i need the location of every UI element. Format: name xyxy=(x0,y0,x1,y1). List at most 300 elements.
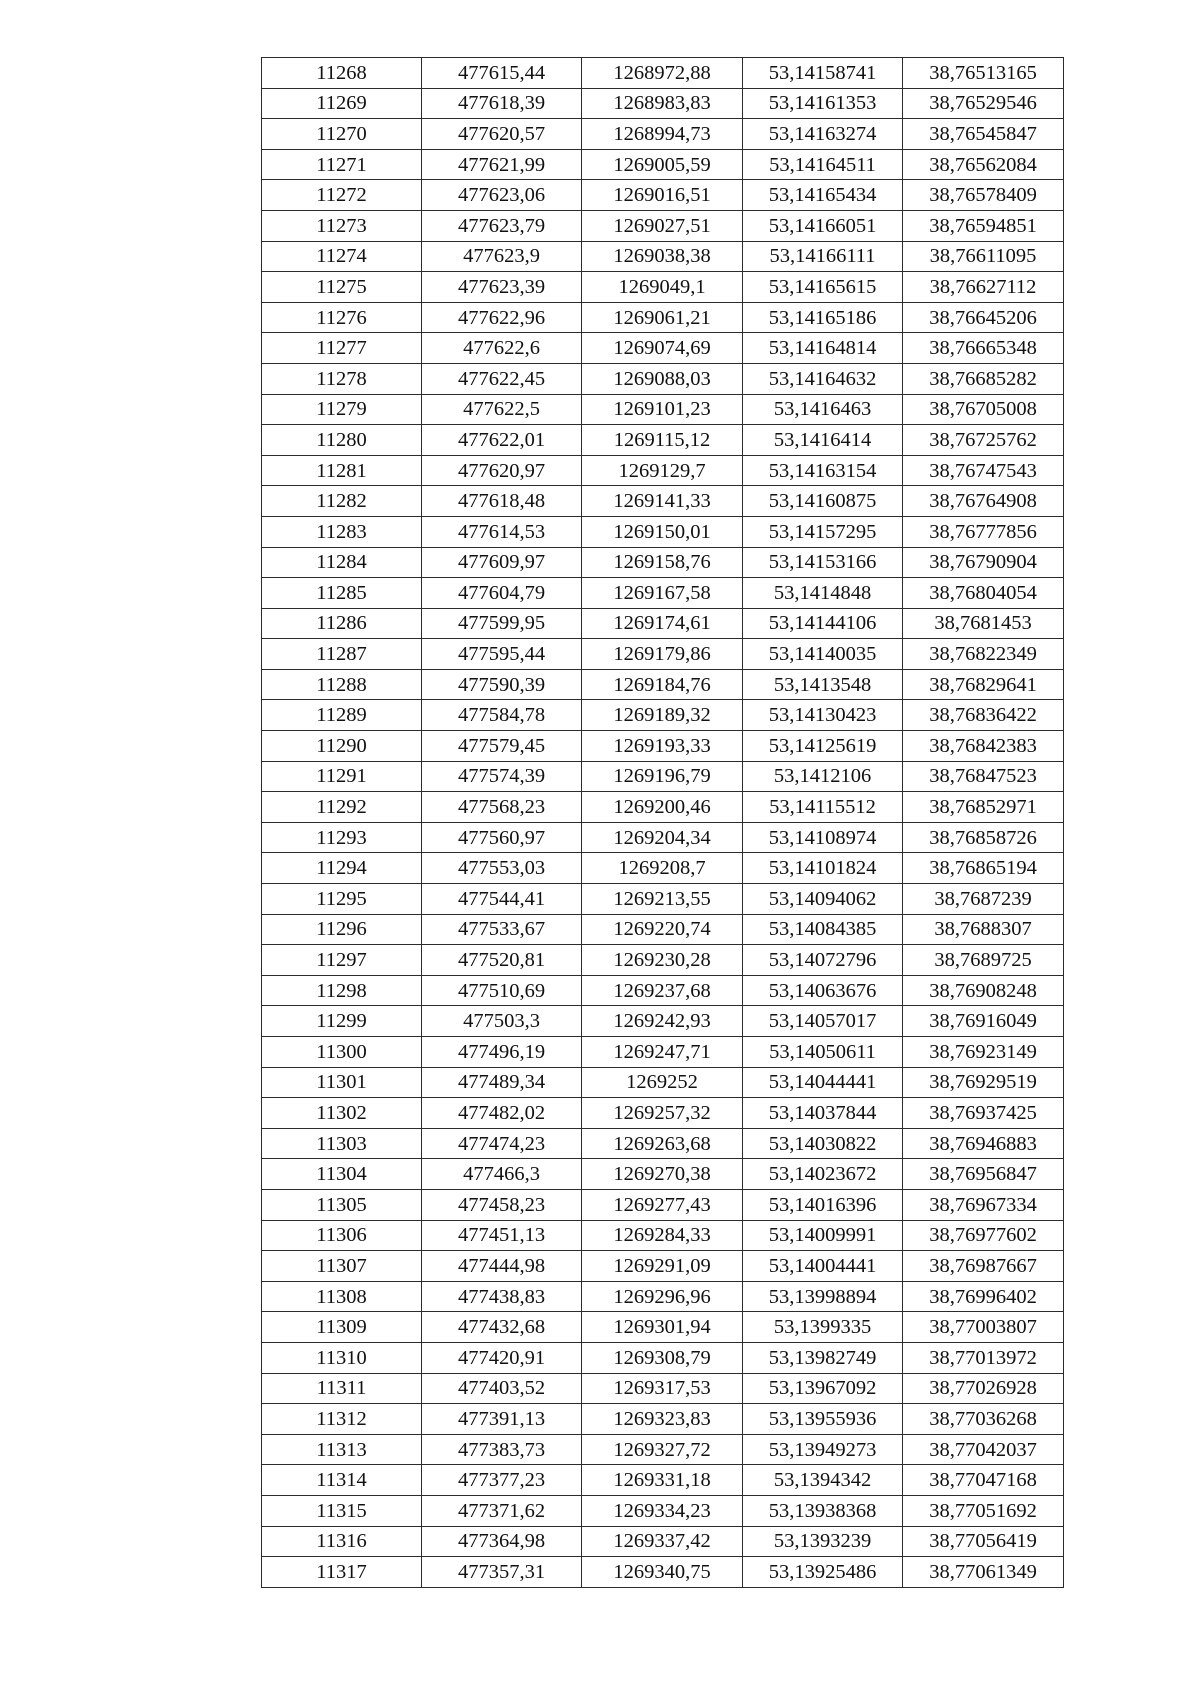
x-coordinate-cell: 477364,98 xyxy=(422,1526,582,1557)
table-row xyxy=(262,272,1064,303)
y-coordinate-cell: 1269257,32 xyxy=(582,1098,743,1129)
table-row xyxy=(262,731,1064,762)
point-number-cell: 11292 xyxy=(262,792,422,823)
latitude-cell: 53,13955936 xyxy=(743,1404,903,1435)
latitude-cell: 53,14037844 xyxy=(743,1098,903,1129)
point-number-cell: 11293 xyxy=(262,822,422,853)
longitude-cell: 38,76685282 xyxy=(903,363,1064,394)
table-row xyxy=(262,88,1064,119)
table-row xyxy=(262,149,1064,180)
point-number-cell: 11310 xyxy=(262,1342,422,1373)
y-coordinate-cell: 1269247,71 xyxy=(582,1037,743,1068)
x-coordinate-cell: 477533,67 xyxy=(422,914,582,945)
latitude-cell: 53,14165615 xyxy=(743,272,903,303)
y-coordinate-cell: 1269337,42 xyxy=(582,1526,743,1557)
latitude-cell: 53,14165434 xyxy=(743,180,903,211)
longitude-cell: 38,76996402 xyxy=(903,1281,1064,1312)
y-coordinate-cell: 1269074,69 xyxy=(582,333,743,364)
x-coordinate-cell: 477560,97 xyxy=(422,822,582,853)
point-number-cell: 11284 xyxy=(262,547,422,578)
x-coordinate-cell: 477623,06 xyxy=(422,180,582,211)
latitude-cell: 53,1414848 xyxy=(743,578,903,609)
latitude-cell: 53,13925486 xyxy=(743,1557,903,1588)
latitude-cell: 53,14157295 xyxy=(743,516,903,547)
table-row xyxy=(262,1373,1064,1404)
table-row xyxy=(262,578,1064,609)
latitude-cell: 53,14161353 xyxy=(743,88,903,119)
longitude-cell: 38,7681453 xyxy=(903,608,1064,639)
y-coordinate-cell: 1269150,01 xyxy=(582,516,743,547)
longitude-cell: 38,76946883 xyxy=(903,1128,1064,1159)
point-number-cell: 11307 xyxy=(262,1251,422,1282)
y-coordinate-cell: 1269141,33 xyxy=(582,486,743,517)
y-coordinate-cell: 1269317,53 xyxy=(582,1373,743,1404)
latitude-cell: 53,14164632 xyxy=(743,363,903,394)
x-coordinate-cell: 477482,02 xyxy=(422,1098,582,1129)
x-coordinate-cell: 477403,52 xyxy=(422,1373,582,1404)
y-coordinate-cell: 1268994,73 xyxy=(582,119,743,150)
point-number-cell: 11290 xyxy=(262,731,422,762)
table-row xyxy=(262,1006,1064,1037)
y-coordinate-cell: 1269308,79 xyxy=(582,1342,743,1373)
longitude-cell: 38,77036268 xyxy=(903,1404,1064,1435)
point-number-cell: 11283 xyxy=(262,516,422,547)
longitude-cell: 38,7689725 xyxy=(903,945,1064,976)
table-row xyxy=(262,1557,1064,1588)
y-coordinate-cell: 1269129,7 xyxy=(582,455,743,486)
longitude-cell: 38,76665348 xyxy=(903,333,1064,364)
latitude-cell: 53,14057017 xyxy=(743,1006,903,1037)
latitude-cell: 53,1394342 xyxy=(743,1465,903,1496)
longitude-cell: 38,76545847 xyxy=(903,119,1064,150)
table-row xyxy=(262,1128,1064,1159)
latitude-cell: 53,14164814 xyxy=(743,333,903,364)
point-number-cell: 11316 xyxy=(262,1526,422,1557)
latitude-cell: 53,14165186 xyxy=(743,302,903,333)
point-number-cell: 11306 xyxy=(262,1220,422,1251)
point-number-cell: 11311 xyxy=(262,1373,422,1404)
latitude-cell: 53,14044441 xyxy=(743,1067,903,1098)
x-coordinate-cell: 477451,13 xyxy=(422,1220,582,1251)
table-row xyxy=(262,914,1064,945)
longitude-cell: 38,76836422 xyxy=(903,700,1064,731)
x-coordinate-cell: 477590,39 xyxy=(422,669,582,700)
table-row xyxy=(262,180,1064,211)
x-coordinate-cell: 477438,83 xyxy=(422,1281,582,1312)
latitude-cell: 53,14030822 xyxy=(743,1128,903,1159)
table-row xyxy=(262,1526,1064,1557)
y-coordinate-cell: 1269270,38 xyxy=(582,1159,743,1190)
longitude-cell: 38,76923149 xyxy=(903,1037,1064,1068)
x-coordinate-cell: 477622,5 xyxy=(422,394,582,425)
longitude-cell: 38,76777856 xyxy=(903,516,1064,547)
point-number-cell: 11315 xyxy=(262,1495,422,1526)
latitude-cell: 53,13938368 xyxy=(743,1495,903,1526)
point-number-cell: 11282 xyxy=(262,486,422,517)
latitude-cell: 53,1393239 xyxy=(743,1526,903,1557)
table-row xyxy=(262,1098,1064,1129)
table-row xyxy=(262,639,1064,670)
table-row xyxy=(262,547,1064,578)
longitude-cell: 38,7687239 xyxy=(903,884,1064,915)
x-coordinate-cell: 477622,6 xyxy=(422,333,582,364)
x-coordinate-cell: 477544,41 xyxy=(422,884,582,915)
y-coordinate-cell: 1269005,59 xyxy=(582,149,743,180)
y-coordinate-cell: 1268983,83 xyxy=(582,88,743,119)
point-number-cell: 11276 xyxy=(262,302,422,333)
x-coordinate-cell: 477444,98 xyxy=(422,1251,582,1282)
y-coordinate-cell: 1268972,88 xyxy=(582,58,743,89)
table-row xyxy=(262,363,1064,394)
x-coordinate-cell: 477503,3 xyxy=(422,1006,582,1037)
point-number-cell: 11296 xyxy=(262,914,422,945)
latitude-cell: 53,14072796 xyxy=(743,945,903,976)
longitude-cell: 38,76764908 xyxy=(903,486,1064,517)
table-row xyxy=(262,1220,1064,1251)
longitude-cell: 38,76829641 xyxy=(903,669,1064,700)
point-number-cell: 11269 xyxy=(262,88,422,119)
y-coordinate-cell: 1269027,51 xyxy=(582,210,743,241)
latitude-cell: 53,1416414 xyxy=(743,425,903,456)
latitude-cell: 53,14153166 xyxy=(743,547,903,578)
longitude-cell: 38,77013972 xyxy=(903,1342,1064,1373)
longitude-cell: 38,77051692 xyxy=(903,1495,1064,1526)
longitude-cell: 38,76842383 xyxy=(903,731,1064,762)
longitude-cell: 38,76645206 xyxy=(903,302,1064,333)
latitude-cell: 53,13949273 xyxy=(743,1434,903,1465)
table-row xyxy=(262,210,1064,241)
point-number-cell: 11287 xyxy=(262,639,422,670)
y-coordinate-cell: 1269196,79 xyxy=(582,761,743,792)
latitude-cell: 53,14166051 xyxy=(743,210,903,241)
longitude-cell: 38,76747543 xyxy=(903,455,1064,486)
point-number-cell: 11271 xyxy=(262,149,422,180)
x-coordinate-cell: 477615,44 xyxy=(422,58,582,89)
x-coordinate-cell: 477621,99 xyxy=(422,149,582,180)
y-coordinate-cell: 1269327,72 xyxy=(582,1434,743,1465)
y-coordinate-cell: 1269101,23 xyxy=(582,394,743,425)
point-number-cell: 11280 xyxy=(262,425,422,456)
y-coordinate-cell: 1269038,38 xyxy=(582,241,743,272)
x-coordinate-cell: 477609,97 xyxy=(422,547,582,578)
longitude-cell: 38,76725762 xyxy=(903,425,1064,456)
longitude-cell: 38,76627112 xyxy=(903,272,1064,303)
latitude-cell: 53,14160875 xyxy=(743,486,903,517)
y-coordinate-cell: 1269049,1 xyxy=(582,272,743,303)
longitude-cell: 38,77003807 xyxy=(903,1312,1064,1343)
table-row xyxy=(262,1342,1064,1373)
latitude-cell: 53,14050611 xyxy=(743,1037,903,1068)
longitude-cell: 38,77061349 xyxy=(903,1557,1064,1588)
y-coordinate-cell: 1269242,93 xyxy=(582,1006,743,1037)
y-coordinate-cell: 1269208,7 xyxy=(582,853,743,884)
longitude-cell: 38,76513165 xyxy=(903,58,1064,89)
x-coordinate-cell: 477623,39 xyxy=(422,272,582,303)
y-coordinate-cell: 1269213,55 xyxy=(582,884,743,915)
x-coordinate-cell: 477432,68 xyxy=(422,1312,582,1343)
point-number-cell: 11285 xyxy=(262,578,422,609)
x-coordinate-cell: 477568,23 xyxy=(422,792,582,823)
point-number-cell: 11286 xyxy=(262,608,422,639)
y-coordinate-cell: 1269252 xyxy=(582,1067,743,1098)
table-row xyxy=(262,608,1064,639)
point-number-cell: 11305 xyxy=(262,1189,422,1220)
y-coordinate-cell: 1269331,18 xyxy=(582,1465,743,1496)
table-row xyxy=(262,945,1064,976)
latitude-cell: 53,14094062 xyxy=(743,884,903,915)
longitude-cell: 38,76956847 xyxy=(903,1159,1064,1190)
table-row xyxy=(262,394,1064,425)
latitude-cell: 53,14101824 xyxy=(743,853,903,884)
point-number-cell: 11308 xyxy=(262,1281,422,1312)
y-coordinate-cell: 1269174,61 xyxy=(582,608,743,639)
y-coordinate-cell: 1269301,94 xyxy=(582,1312,743,1343)
longitude-cell: 38,76790904 xyxy=(903,547,1064,578)
latitude-cell: 53,1412106 xyxy=(743,761,903,792)
point-number-cell: 11297 xyxy=(262,945,422,976)
table-row xyxy=(262,119,1064,150)
point-number-cell: 11272 xyxy=(262,180,422,211)
table-row xyxy=(262,1465,1064,1496)
y-coordinate-cell: 1269158,76 xyxy=(582,547,743,578)
table-row xyxy=(262,1281,1064,1312)
table-row xyxy=(262,1251,1064,1282)
point-number-cell: 11278 xyxy=(262,363,422,394)
latitude-cell: 53,14009991 xyxy=(743,1220,903,1251)
point-number-cell: 11288 xyxy=(262,669,422,700)
y-coordinate-cell: 1269088,03 xyxy=(582,363,743,394)
point-number-cell: 11317 xyxy=(262,1557,422,1588)
coordinates-table-body xyxy=(262,58,1064,1588)
point-number-cell: 11301 xyxy=(262,1067,422,1098)
coordinates-table xyxy=(261,57,1064,1588)
latitude-cell: 53,14084385 xyxy=(743,914,903,945)
x-coordinate-cell: 477595,44 xyxy=(422,639,582,670)
latitude-cell: 53,14125619 xyxy=(743,731,903,762)
x-coordinate-cell: 477618,48 xyxy=(422,486,582,517)
table-row xyxy=(262,58,1064,89)
point-number-cell: 11268 xyxy=(262,58,422,89)
latitude-cell: 53,14004441 xyxy=(743,1251,903,1282)
x-coordinate-cell: 477383,73 xyxy=(422,1434,582,1465)
y-coordinate-cell: 1269184,76 xyxy=(582,669,743,700)
latitude-cell: 53,14108974 xyxy=(743,822,903,853)
table-row xyxy=(262,241,1064,272)
y-coordinate-cell: 1269334,23 xyxy=(582,1495,743,1526)
table-row xyxy=(262,1037,1064,1068)
longitude-cell: 38,76852971 xyxy=(903,792,1064,823)
point-number-cell: 11281 xyxy=(262,455,422,486)
longitude-cell: 38,7688307 xyxy=(903,914,1064,945)
x-coordinate-cell: 477377,23 xyxy=(422,1465,582,1496)
table-row xyxy=(262,1434,1064,1465)
table-row xyxy=(262,1159,1064,1190)
latitude-cell: 53,14144106 xyxy=(743,608,903,639)
point-number-cell: 11275 xyxy=(262,272,422,303)
table-row xyxy=(262,455,1064,486)
latitude-cell: 53,1413548 xyxy=(743,669,903,700)
longitude-cell: 38,76865194 xyxy=(903,853,1064,884)
point-number-cell: 11304 xyxy=(262,1159,422,1190)
latitude-cell: 53,14016396 xyxy=(743,1189,903,1220)
y-coordinate-cell: 1269193,33 xyxy=(582,731,743,762)
x-coordinate-cell: 477614,53 xyxy=(422,516,582,547)
table-row xyxy=(262,1495,1064,1526)
latitude-cell: 53,1399335 xyxy=(743,1312,903,1343)
point-number-cell: 11298 xyxy=(262,975,422,1006)
latitude-cell: 53,14023672 xyxy=(743,1159,903,1190)
point-number-cell: 11289 xyxy=(262,700,422,731)
point-number-cell: 11279 xyxy=(262,394,422,425)
y-coordinate-cell: 1269179,86 xyxy=(582,639,743,670)
table-row xyxy=(262,669,1064,700)
y-coordinate-cell: 1269115,12 xyxy=(582,425,743,456)
table-row xyxy=(262,700,1064,731)
table-row xyxy=(262,333,1064,364)
longitude-cell: 38,76987667 xyxy=(903,1251,1064,1282)
longitude-cell: 38,76967334 xyxy=(903,1189,1064,1220)
x-coordinate-cell: 477466,3 xyxy=(422,1159,582,1190)
longitude-cell: 38,77056419 xyxy=(903,1526,1064,1557)
table-row xyxy=(262,1067,1064,1098)
y-coordinate-cell: 1269263,68 xyxy=(582,1128,743,1159)
longitude-cell: 38,76594851 xyxy=(903,210,1064,241)
y-coordinate-cell: 1269204,34 xyxy=(582,822,743,853)
x-coordinate-cell: 477622,01 xyxy=(422,425,582,456)
x-coordinate-cell: 477604,79 xyxy=(422,578,582,609)
x-coordinate-cell: 477458,23 xyxy=(422,1189,582,1220)
table-row xyxy=(262,516,1064,547)
latitude-cell: 53,14115512 xyxy=(743,792,903,823)
longitude-cell: 38,76847523 xyxy=(903,761,1064,792)
y-coordinate-cell: 1269061,21 xyxy=(582,302,743,333)
point-number-cell: 11303 xyxy=(262,1128,422,1159)
table-row xyxy=(262,975,1064,1006)
x-coordinate-cell: 477579,45 xyxy=(422,731,582,762)
y-coordinate-cell: 1269291,09 xyxy=(582,1251,743,1282)
x-coordinate-cell: 477622,45 xyxy=(422,363,582,394)
longitude-cell: 38,76908248 xyxy=(903,975,1064,1006)
y-coordinate-cell: 1269220,74 xyxy=(582,914,743,945)
table-row xyxy=(262,853,1064,884)
y-coordinate-cell: 1269167,58 xyxy=(582,578,743,609)
x-coordinate-cell: 477474,23 xyxy=(422,1128,582,1159)
table-row xyxy=(262,822,1064,853)
y-coordinate-cell: 1269277,43 xyxy=(582,1189,743,1220)
y-coordinate-cell: 1269200,46 xyxy=(582,792,743,823)
latitude-cell: 53,14130423 xyxy=(743,700,903,731)
x-coordinate-cell: 477620,57 xyxy=(422,119,582,150)
point-number-cell: 11299 xyxy=(262,1006,422,1037)
table-row xyxy=(262,1189,1064,1220)
y-coordinate-cell: 1269296,96 xyxy=(582,1281,743,1312)
point-number-cell: 11295 xyxy=(262,884,422,915)
point-number-cell: 11313 xyxy=(262,1434,422,1465)
x-coordinate-cell: 477623,79 xyxy=(422,210,582,241)
y-coordinate-cell: 1269237,68 xyxy=(582,975,743,1006)
x-coordinate-cell: 477371,62 xyxy=(422,1495,582,1526)
longitude-cell: 38,76937425 xyxy=(903,1098,1064,1129)
longitude-cell: 38,76977602 xyxy=(903,1220,1064,1251)
longitude-cell: 38,76578409 xyxy=(903,180,1064,211)
point-number-cell: 11312 xyxy=(262,1404,422,1435)
table-row xyxy=(262,302,1064,333)
longitude-cell: 38,76705008 xyxy=(903,394,1064,425)
longitude-cell: 38,76858726 xyxy=(903,822,1064,853)
longitude-cell: 38,77026928 xyxy=(903,1373,1064,1404)
latitude-cell: 53,13982749 xyxy=(743,1342,903,1373)
latitude-cell: 53,1416463 xyxy=(743,394,903,425)
point-number-cell: 11273 xyxy=(262,210,422,241)
x-coordinate-cell: 477391,13 xyxy=(422,1404,582,1435)
table-row xyxy=(262,884,1064,915)
longitude-cell: 38,77047168 xyxy=(903,1465,1064,1496)
x-coordinate-cell: 477357,31 xyxy=(422,1557,582,1588)
x-coordinate-cell: 477599,95 xyxy=(422,608,582,639)
y-coordinate-cell: 1269189,32 xyxy=(582,700,743,731)
x-coordinate-cell: 477420,91 xyxy=(422,1342,582,1373)
x-coordinate-cell: 477574,39 xyxy=(422,761,582,792)
table-row xyxy=(262,1404,1064,1435)
longitude-cell: 38,77042037 xyxy=(903,1434,1064,1465)
longitude-cell: 38,76529546 xyxy=(903,88,1064,119)
point-number-cell: 11270 xyxy=(262,119,422,150)
latitude-cell: 53,14163154 xyxy=(743,455,903,486)
x-coordinate-cell: 477496,19 xyxy=(422,1037,582,1068)
table-row xyxy=(262,792,1064,823)
point-number-cell: 11294 xyxy=(262,853,422,884)
y-coordinate-cell: 1269230,28 xyxy=(582,945,743,976)
y-coordinate-cell: 1269340,75 xyxy=(582,1557,743,1588)
latitude-cell: 53,13998894 xyxy=(743,1281,903,1312)
point-number-cell: 11291 xyxy=(262,761,422,792)
table-row xyxy=(262,486,1064,517)
point-number-cell: 11300 xyxy=(262,1037,422,1068)
x-coordinate-cell: 477584,78 xyxy=(422,700,582,731)
point-number-cell: 11309 xyxy=(262,1312,422,1343)
x-coordinate-cell: 477618,39 xyxy=(422,88,582,119)
x-coordinate-cell: 477489,34 xyxy=(422,1067,582,1098)
longitude-cell: 38,76916049 xyxy=(903,1006,1064,1037)
table-row xyxy=(262,425,1064,456)
latitude-cell: 53,14158741 xyxy=(743,58,903,89)
y-coordinate-cell: 1269016,51 xyxy=(582,180,743,211)
longitude-cell: 38,76804054 xyxy=(903,578,1064,609)
x-coordinate-cell: 477623,9 xyxy=(422,241,582,272)
x-coordinate-cell: 477622,96 xyxy=(422,302,582,333)
y-coordinate-cell: 1269323,83 xyxy=(582,1404,743,1435)
latitude-cell: 53,14164511 xyxy=(743,149,903,180)
point-number-cell: 11314 xyxy=(262,1465,422,1496)
longitude-cell: 38,76929519 xyxy=(903,1067,1064,1098)
latitude-cell: 53,13967092 xyxy=(743,1373,903,1404)
x-coordinate-cell: 477510,69 xyxy=(422,975,582,1006)
y-coordinate-cell: 1269284,33 xyxy=(582,1220,743,1251)
point-number-cell: 11274 xyxy=(262,241,422,272)
x-coordinate-cell: 477520,81 xyxy=(422,945,582,976)
longitude-cell: 38,76611095 xyxy=(903,241,1064,272)
longitude-cell: 38,76562084 xyxy=(903,149,1064,180)
x-coordinate-cell: 477620,97 xyxy=(422,455,582,486)
point-number-cell: 11277 xyxy=(262,333,422,364)
latitude-cell: 53,14063676 xyxy=(743,975,903,1006)
x-coordinate-cell: 477553,03 xyxy=(422,853,582,884)
table-row xyxy=(262,1312,1064,1343)
latitude-cell: 53,14163274 xyxy=(743,119,903,150)
latitude-cell: 53,14166111 xyxy=(743,241,903,272)
table-row xyxy=(262,761,1064,792)
latitude-cell: 53,14140035 xyxy=(743,639,903,670)
